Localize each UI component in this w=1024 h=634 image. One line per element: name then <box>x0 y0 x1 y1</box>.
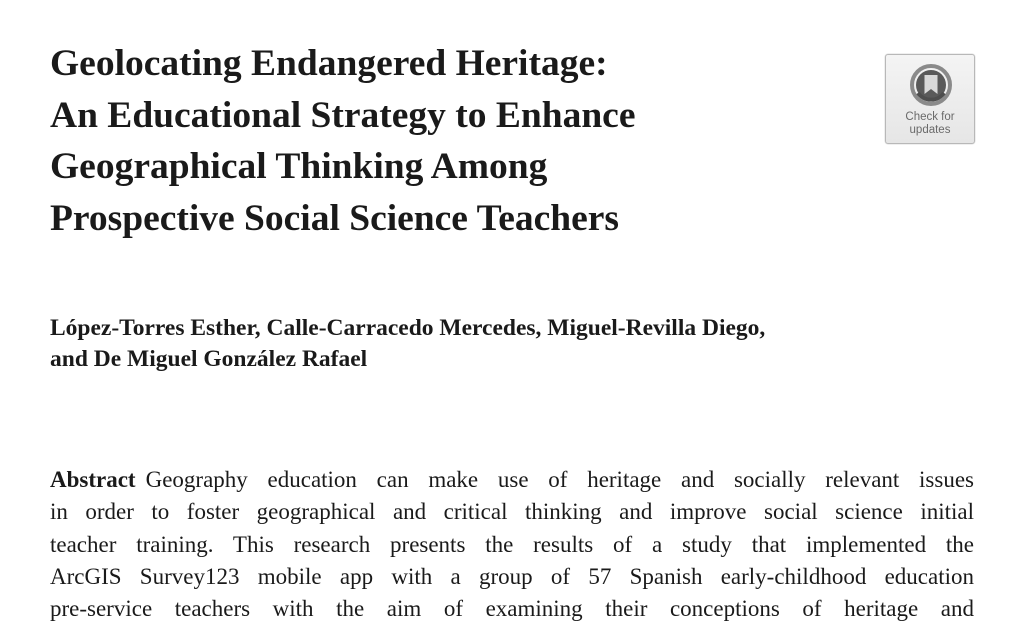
title-line: An Educational Strategy to Enhance <box>50 94 636 136</box>
abstract <box>50 464 974 625</box>
abstract-line: teacher training. This research presents the results of a study that implemented the <box>50 531 974 557</box>
abstract-heading: Abstract <box>50 467 136 492</box>
title-line: Prospective Social Science Teachers <box>50 197 620 239</box>
abstract-line <box>50 464 974 496</box>
badge-label <box>886 111 974 136</box>
author-line: López-Torres Esther, Calle-Carracedo Mercedes, Miguel-Revilla Diego, <box>50 315 766 341</box>
badge-label-line: updates <box>909 123 951 136</box>
title-line: Geographical Thinking Among <box>50 146 548 187</box>
title-line: Geolocating Endangered Heritage: <box>50 43 608 84</box>
abstract-line: pre-service teachers with the aim of examining their conceptions of heritage and <box>50 596 974 622</box>
badge-label-line: Check for <box>905 111 955 123</box>
paper-title <box>50 38 870 244</box>
abstract-line: ArcGIS Survey123 mobile app with a group of 57 Spanish early-childhood education <box>50 563 974 589</box>
check-for-updates-button[interactable] <box>885 54 975 144</box>
abstract-line: in order to foster geographical and critical thinking and improve social science initial <box>50 499 974 525</box>
author-line: and De Miguel González Rafael <box>50 346 368 372</box>
author-list <box>50 313 950 375</box>
abstract-text: Geography education can make use of heritage and socially relevant issues <box>145 467 974 492</box>
bookmark-update-icon <box>909 63 953 107</box>
